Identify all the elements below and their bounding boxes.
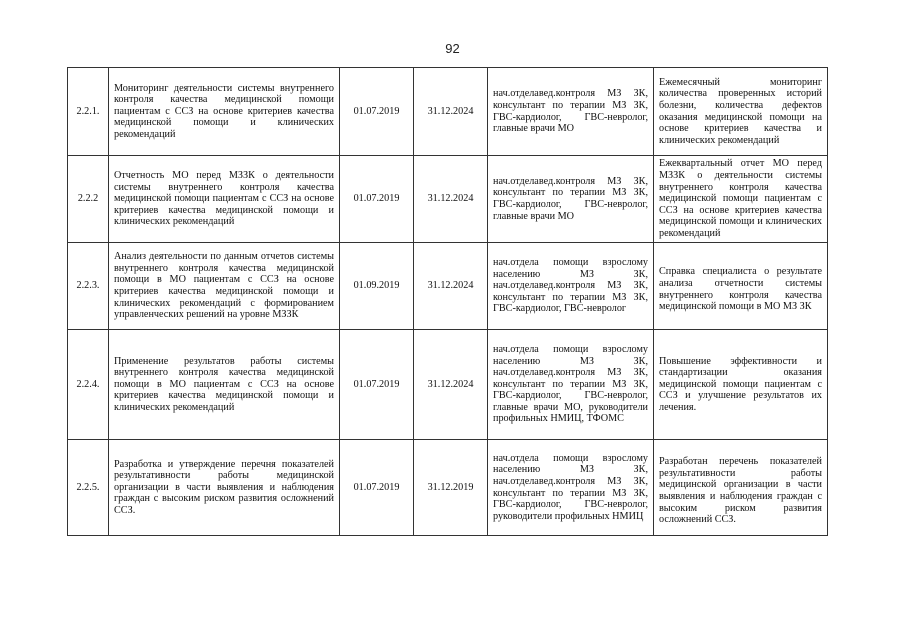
executors-text: нач.отдела помощи взрослому населению МЗ ЗК, нач.отделавед.контроля МЗ ЗК, консультант по терапии МЗ ЗК, ГВС-кардиолог, ГВС-невролог [493, 257, 648, 315]
executors-text: нач.отделавед.контроля МЗ ЗК, консультант по терапии МЗ ЗК, ГВС-кардиолог, ГВС-невролог, главные врачи МО [493, 175, 648, 222]
page-number: 92 [445, 41, 460, 56]
executors-text: нач.отдела помощи взрослому населению МЗ ЗК, нач.отделавед.контроля МЗ ЗК, консультант по терапии МЗ ЗК, ГВС-кардиолог, ГВС-невролог, руководители профильных НМИЦ [493, 452, 648, 522]
result-cell [654, 440, 828, 536]
executors-cell [488, 68, 654, 156]
activity-cell: Анализ деятельности по данным отчетов системы внутреннего контроля качества медицинской помощи в МО пациентам с ССЗ на основе критериев качества медицинской помощи и клинических рекомендаций с формированием управленческих решений на уровне МЗЗК [109, 243, 340, 330]
start-date-cell: 01.07.2019 [340, 156, 414, 243]
end-date-cell: 31.12.2024 [414, 330, 488, 440]
measures-table [67, 67, 828, 536]
row-number: 2.2.5. [68, 440, 109, 536]
activity-cell: Отчетность МО перед МЗЗК о деятельности системы внутреннего контроля качества медицинской помощи пациентам с ССЗ на основе критериев качества медицинской помощи и клинических рекомендаций [109, 156, 340, 243]
end-date-cell: 31.12.2024 [414, 243, 488, 330]
executors-cell [488, 156, 654, 243]
start-date-cell: 01.09.2019 [340, 243, 414, 330]
table-row [68, 330, 828, 440]
result-text: Разработан перечень показателей результативности работы медицинской организации в части выявления и наблюдения граждан с высоким риском развития осложнений ССЗ. [659, 456, 822, 526]
table-row [68, 243, 828, 330]
result-cell [654, 68, 828, 156]
end-date-cell: 31.12.2019 [414, 440, 488, 536]
start-date-cell: 01.07.2019 [340, 68, 414, 156]
executors-cell [488, 243, 654, 330]
activity-cell: Применение результатов работы системы внутреннего контроля качества медицинской помощи в МО пациентам с ССЗ на основе критериев качества медицинской помощи и клинических рекомендаций [109, 330, 340, 440]
result-text: Повышение эффективности и стандартизации оказания медицинской помощи пациентам с ССЗ и улучшение результатов их лечения. [659, 355, 822, 413]
row-number: 2.2.4. [68, 330, 109, 440]
result-cell [654, 156, 828, 243]
table-row [68, 68, 828, 156]
start-date-cell: 01.07.2019 [340, 330, 414, 440]
table-row [68, 440, 828, 536]
executors-text: нач.отделавед.контроля МЗ ЗК, консультант по терапии МЗ ЗК, ГВС-кардиолог, ГВС-невролог, главные врачи МО [493, 88, 648, 135]
result-text: Ежемесячный мониторинг количества проверенных историй болезни, количества дефектов оказания медицинской помощи на основе критериев качества и клинических рекомендаций [659, 76, 822, 146]
row-number: 2.2.1. [68, 68, 109, 156]
result-cell [654, 330, 828, 440]
end-date-cell: 31.12.2024 [414, 156, 488, 243]
executors-cell [488, 440, 654, 536]
result-cell [654, 243, 828, 330]
result-text: Ежеквартальный отчет МО перед МЗЗК о деятельности системы внутреннего контроля качества медицинской помощи пациентам с ССЗ на основе критериев качества медицинской помощи и клинических рекомендаций [659, 158, 822, 239]
activity-cell: Мониторинг деятельности системы внутреннего контроля качества медицинской помощи пациентам с ССЗ на основе критериев качества медицинской помощи и клинических рекомендаций [109, 68, 340, 156]
table-row [68, 156, 828, 243]
executors-text: нач.отдела помощи взрослому населению МЗ ЗК, нач.отделавед.контроля МЗ ЗК, консультант по терапии МЗ ЗК, ГВС-кардиолог, ГВС-невролог, главные врачи МО, руководители профильных НМИЦ, ТФОМС [493, 343, 648, 425]
row-number: 2.2.3. [68, 243, 109, 330]
result-text: Справка специалиста о результате анализа отчетности системы внутреннего контроля качества медицинской помощи в МО МЗ ЗК [659, 266, 822, 313]
executors-cell [488, 330, 654, 440]
start-date-cell: 01.07.2019 [340, 440, 414, 536]
activity-cell: Разработка и утверждение перечня показателей результативности работы медицинской организации в части выявления и наблюдения граждан с высоким риском развития осложнений ССЗ. [109, 440, 340, 536]
end-date-cell: 31.12.2024 [414, 68, 488, 156]
row-number: 2.2.2 [68, 156, 109, 243]
